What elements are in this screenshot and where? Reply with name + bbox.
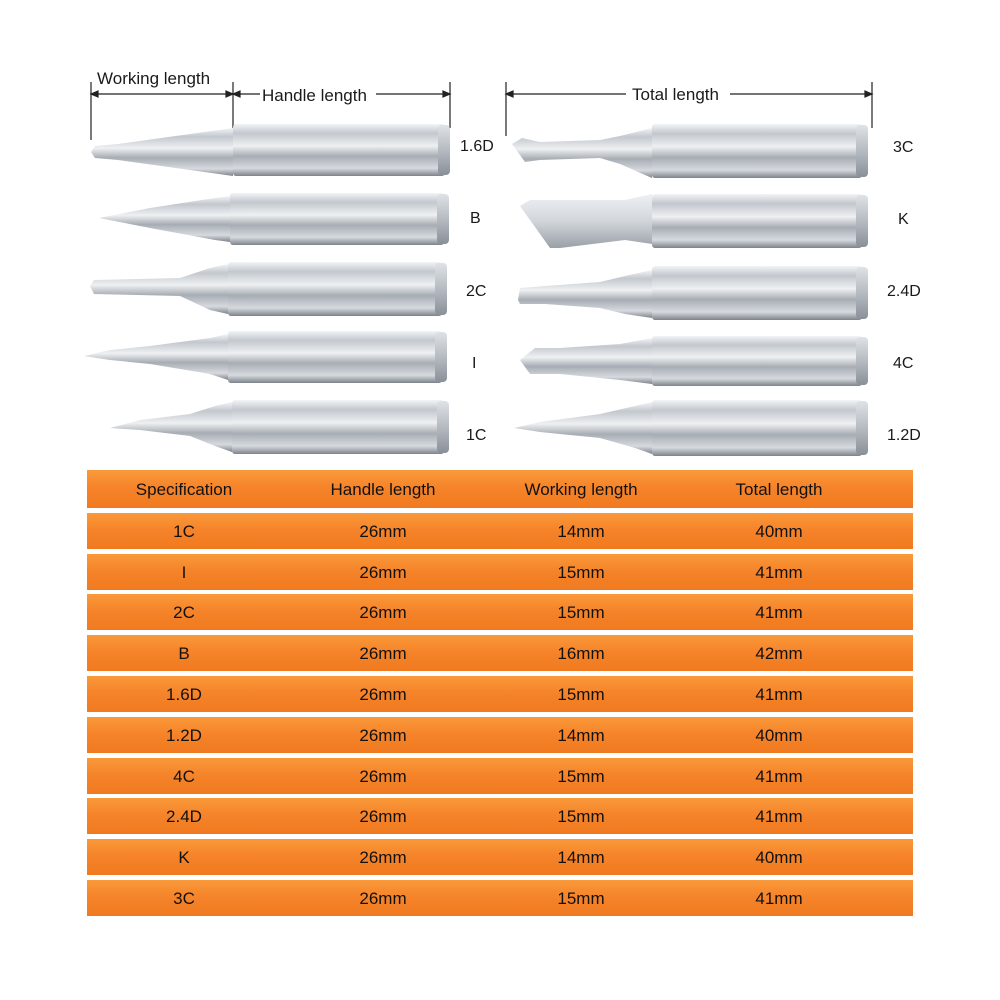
tip-4c	[520, 336, 868, 386]
table-row	[87, 758, 913, 794]
cell-working-length: 15mm	[557, 888, 605, 908]
cell-total-length: 40mm	[755, 725, 803, 745]
tip-label-k: K	[898, 211, 909, 228]
cell-working-length: 15mm	[557, 562, 605, 582]
soldering-tips-diagram	[0, 0, 1000, 470]
table-row	[87, 676, 913, 712]
cell-total-length: 41mm	[755, 603, 803, 623]
header-working-length: Working length	[524, 480, 638, 499]
cell-total-length: 40mm	[755, 848, 803, 868]
tip-1.2d	[514, 400, 868, 456]
cell-total-length: 41mm	[755, 562, 803, 582]
cell-handle-length: 26mm	[359, 644, 407, 664]
cell-working-length: 15mm	[557, 603, 605, 623]
table-row	[87, 554, 913, 590]
cell-handle-length: 26mm	[359, 521, 407, 541]
table-row	[87, 798, 913, 834]
cell-working-length: 14mm	[557, 725, 605, 745]
tip-2.4d	[518, 266, 868, 320]
cell-handle-length: 26mm	[359, 725, 407, 745]
table-row	[87, 880, 913, 916]
cell-handle-length: 26mm	[359, 603, 407, 623]
handle-length-label: Handle length	[262, 86, 367, 105]
cell-total-length: 41mm	[755, 766, 803, 786]
cell-working-length: 14mm	[557, 848, 605, 868]
total-length-label: Total length	[632, 85, 719, 104]
tip-1.6d	[91, 124, 450, 176]
table-row	[87, 717, 913, 753]
header-total-length: Total length	[735, 480, 823, 499]
cell-specification: K	[178, 848, 190, 868]
table-row	[87, 635, 913, 671]
cell-handle-length: 26mm	[359, 888, 407, 908]
cell-handle-length: 26mm	[359, 807, 407, 827]
tip-label-4c: 4C	[893, 355, 914, 372]
spec-table	[87, 470, 913, 921]
cell-specification: 2.4D	[166, 807, 202, 827]
table-row	[87, 839, 913, 875]
cell-total-length: 41mm	[755, 888, 803, 908]
tip-k	[520, 194, 868, 248]
header-specification: Specification	[135, 480, 233, 499]
cell-specification: 1.6D	[166, 684, 202, 704]
cell-specification: 2C	[173, 603, 195, 623]
tip-b	[99, 193, 449, 245]
cell-working-length: 14mm	[557, 521, 605, 541]
cell-handle-length: 26mm	[359, 562, 407, 582]
table-row	[87, 513, 913, 549]
cell-handle-length: 26mm	[359, 684, 407, 704]
tip-label-b: B	[470, 210, 481, 227]
cell-handle-length: 26mm	[359, 848, 407, 868]
cell-working-length: 15mm	[557, 766, 605, 786]
tip-label-2c: 2C	[466, 283, 487, 300]
tip-label-i: I	[472, 355, 477, 372]
tip-label-1.6d: 1.6D	[460, 138, 494, 155]
tip-label-3c: 3C	[893, 139, 914, 156]
cell-working-length: 15mm	[557, 807, 605, 827]
cell-total-length: 40mm	[755, 521, 803, 541]
cell-specification: 1C	[173, 521, 195, 541]
table-row	[87, 594, 913, 630]
cell-specification: I	[181, 562, 187, 582]
tip-label-2.4d: 2.4D	[887, 283, 921, 300]
working-length-label: Working length	[97, 69, 211, 88]
cell-specification: B	[178, 644, 190, 664]
tip-label-1c: 1C	[466, 427, 487, 444]
tip-1c	[110, 400, 449, 454]
cell-specification: 4C	[173, 766, 195, 786]
cell-total-length: 41mm	[755, 684, 803, 704]
cell-specification: 3C	[173, 888, 195, 908]
tip-label-1.2d: 1.2D	[887, 427, 921, 444]
cell-working-length: 15mm	[557, 684, 605, 704]
tip-3c	[512, 124, 868, 178]
cell-specification: 1.2D	[166, 725, 202, 745]
table-header-row	[87, 470, 913, 508]
tip-2c	[90, 262, 447, 316]
header-handle-length: Handle length	[330, 480, 436, 499]
cell-total-length: 41mm	[755, 807, 803, 827]
cell-working-length: 16mm	[557, 644, 605, 664]
tip-i	[84, 331, 447, 383]
cell-handle-length: 26mm	[359, 766, 407, 786]
cell-total-length: 42mm	[755, 644, 803, 664]
